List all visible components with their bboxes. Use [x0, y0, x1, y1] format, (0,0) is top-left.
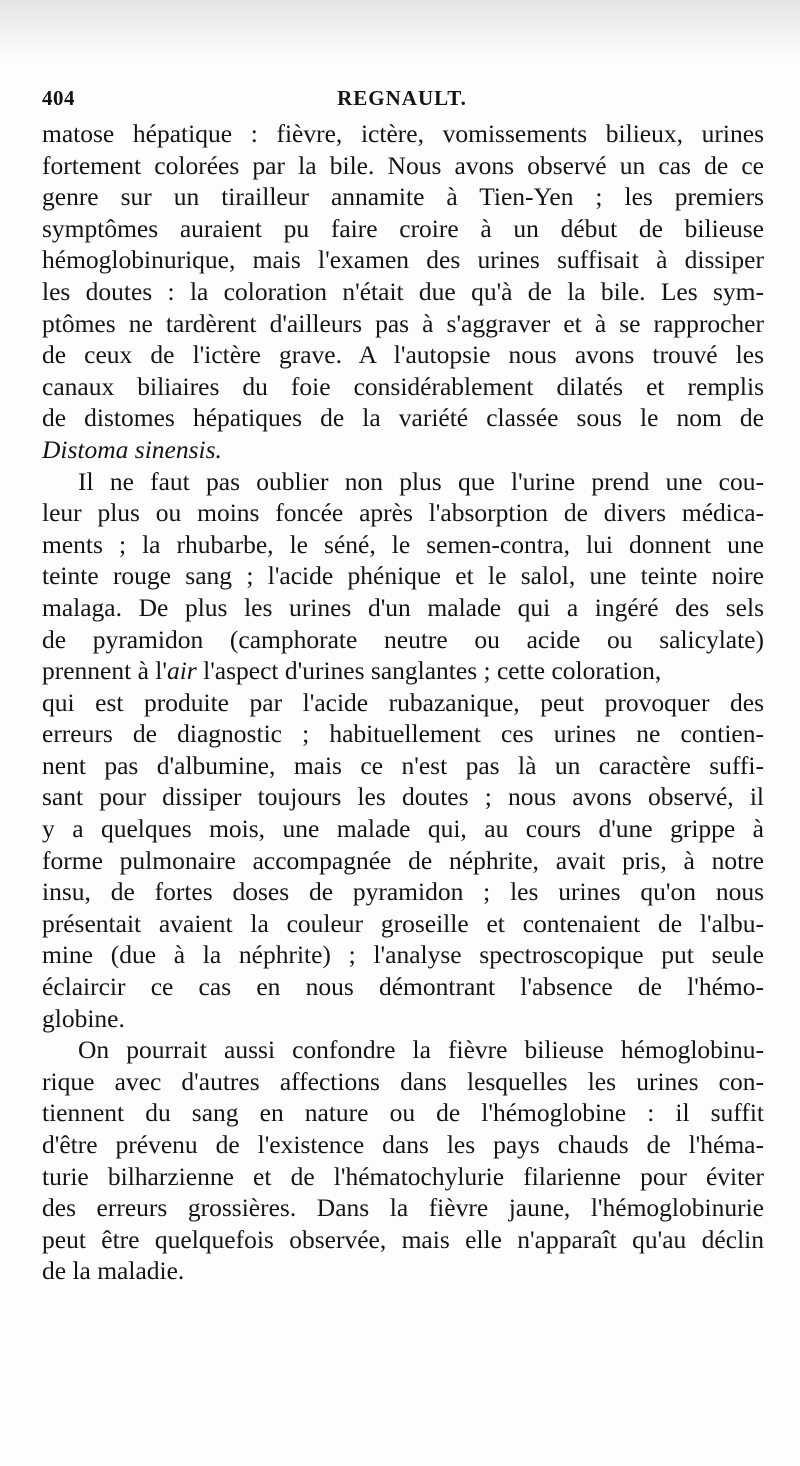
text-line: éclaircir ce cas en nous démontrant l'absence de l'hémo- [42, 972, 764, 1002]
text-line-with-italic [42, 655, 764, 687]
italic-word: air [166, 656, 197, 686]
text-line: ptômes ne tardèrent d'ailleurs pas à s'aggraver et à se rapprocher [42, 308, 764, 338]
text-line: tiennent du sang en nature ou de l'hémoglobine : il suffit [42, 1098, 764, 1128]
text-line: mine (due à la néphrite) ; l'analyse spectroscopique put seule [42, 940, 764, 970]
text-line: symptômes auraient pu faire croire à un début de bilieuse [42, 213, 764, 243]
text-line: hémoglobinurique, mais l'examen des urines suffisait à dissiper [42, 245, 764, 275]
text-line: malaga. De plus les urines d'un malade qui a ingéré des sels [42, 592, 764, 622]
text-line: de la maladie. [42, 1256, 185, 1286]
text-line: qui est produite par l'acide rubazanique, peut provoquer des [42, 687, 764, 717]
text-line: présentait avaient la couleur groseille et contenaient de l'albu- [42, 908, 764, 938]
text-line: y a quelques mois, une malade qui, au cours d'une grippe à [42, 814, 764, 844]
text-fragment: prennent à l' [42, 656, 167, 686]
text-line: de distomes hépatiques de la variété classée sous le nom de [42, 403, 764, 433]
body-text [42, 118, 764, 1287]
text-line: canaux biliaires du foie considérablement dilatés et remplis [42, 371, 764, 401]
text-line: ments ; la rhubarbe, le séné, le semen-contra, lui donnent une [42, 529, 764, 559]
running-head: REGNAULT. [337, 86, 467, 110]
text-line: genre sur un tirailleur annamite à Tien-Yen ; les premiers [42, 182, 764, 212]
text-line: de pyramidon (camphorate neutre ou acide ou salicylate) [42, 624, 764, 654]
page-header [42, 86, 762, 116]
text-line: teinte rouge sang ; l'acide phénique et le salol, une teinte noire [42, 561, 764, 591]
page-number: 404 [42, 86, 75, 110]
text-line: forme pulmonaire accompagnée de néphrite, avait pris, à notre [42, 845, 764, 875]
text-line: d'être prévenu de l'existence dans les pays chauds de l'héma- [42, 1130, 764, 1159]
text-line: turie bilharzienne et de l'hématochylurie filarienne pour éviter [42, 1161, 764, 1191]
paragraph-start: On pourrait aussi confondre la fièvre bilieuse hémoglobinu- [78, 1035, 764, 1065]
text-line: rique avec d'autres affections dans lesquelles les urines con- [42, 1066, 764, 1096]
text-line: peut être quelquefois observée, mais elle n'apparaît qu'au déclin [42, 1224, 764, 1254]
text-line: erreurs de diagnostic ; habituellement ces urines ne contien- [42, 719, 764, 749]
scan-edge-shadow [0, 0, 800, 60]
text-fragment: l'aspect d'urines sanglantes ; cette coloration, [196, 656, 662, 686]
text-line: les doutes : la coloration n'était due qu'à de la bile. Les sym- [42, 276, 764, 306]
text-line: insu, de fortes doses de pyramidon ; les urines qu'on nous [42, 877, 764, 907]
text-line: leur plus ou moins foncée après l'absorption de divers médica- [42, 498, 764, 528]
text-line: fortement colorées par la bile. Nous avons observé un cas de ce [42, 150, 764, 180]
text-line: sant pour dissiper toujours les doutes ; nous avons observé, il [42, 782, 764, 812]
text-line: globine. [42, 1003, 125, 1033]
text-line: de ceux de l'ictère grave. A l'autopsie nous avons trouvé les [42, 340, 764, 370]
species-name: Distoma sinensis. [42, 434, 222, 464]
paragraph-start: Il ne faut pas oublier non plus que l'urine prend une cou- [78, 466, 764, 496]
text-line: des erreurs grossières. Dans la fièvre jaune, l'hémoglobinurie [42, 1193, 764, 1223]
text-line: matose hépatique : fièvre, ictère, vomissements bilieux, urines [42, 119, 764, 148]
text-line: nent pas d'albumine, mais ce n'est pas là un caractère suffi- [42, 750, 764, 780]
